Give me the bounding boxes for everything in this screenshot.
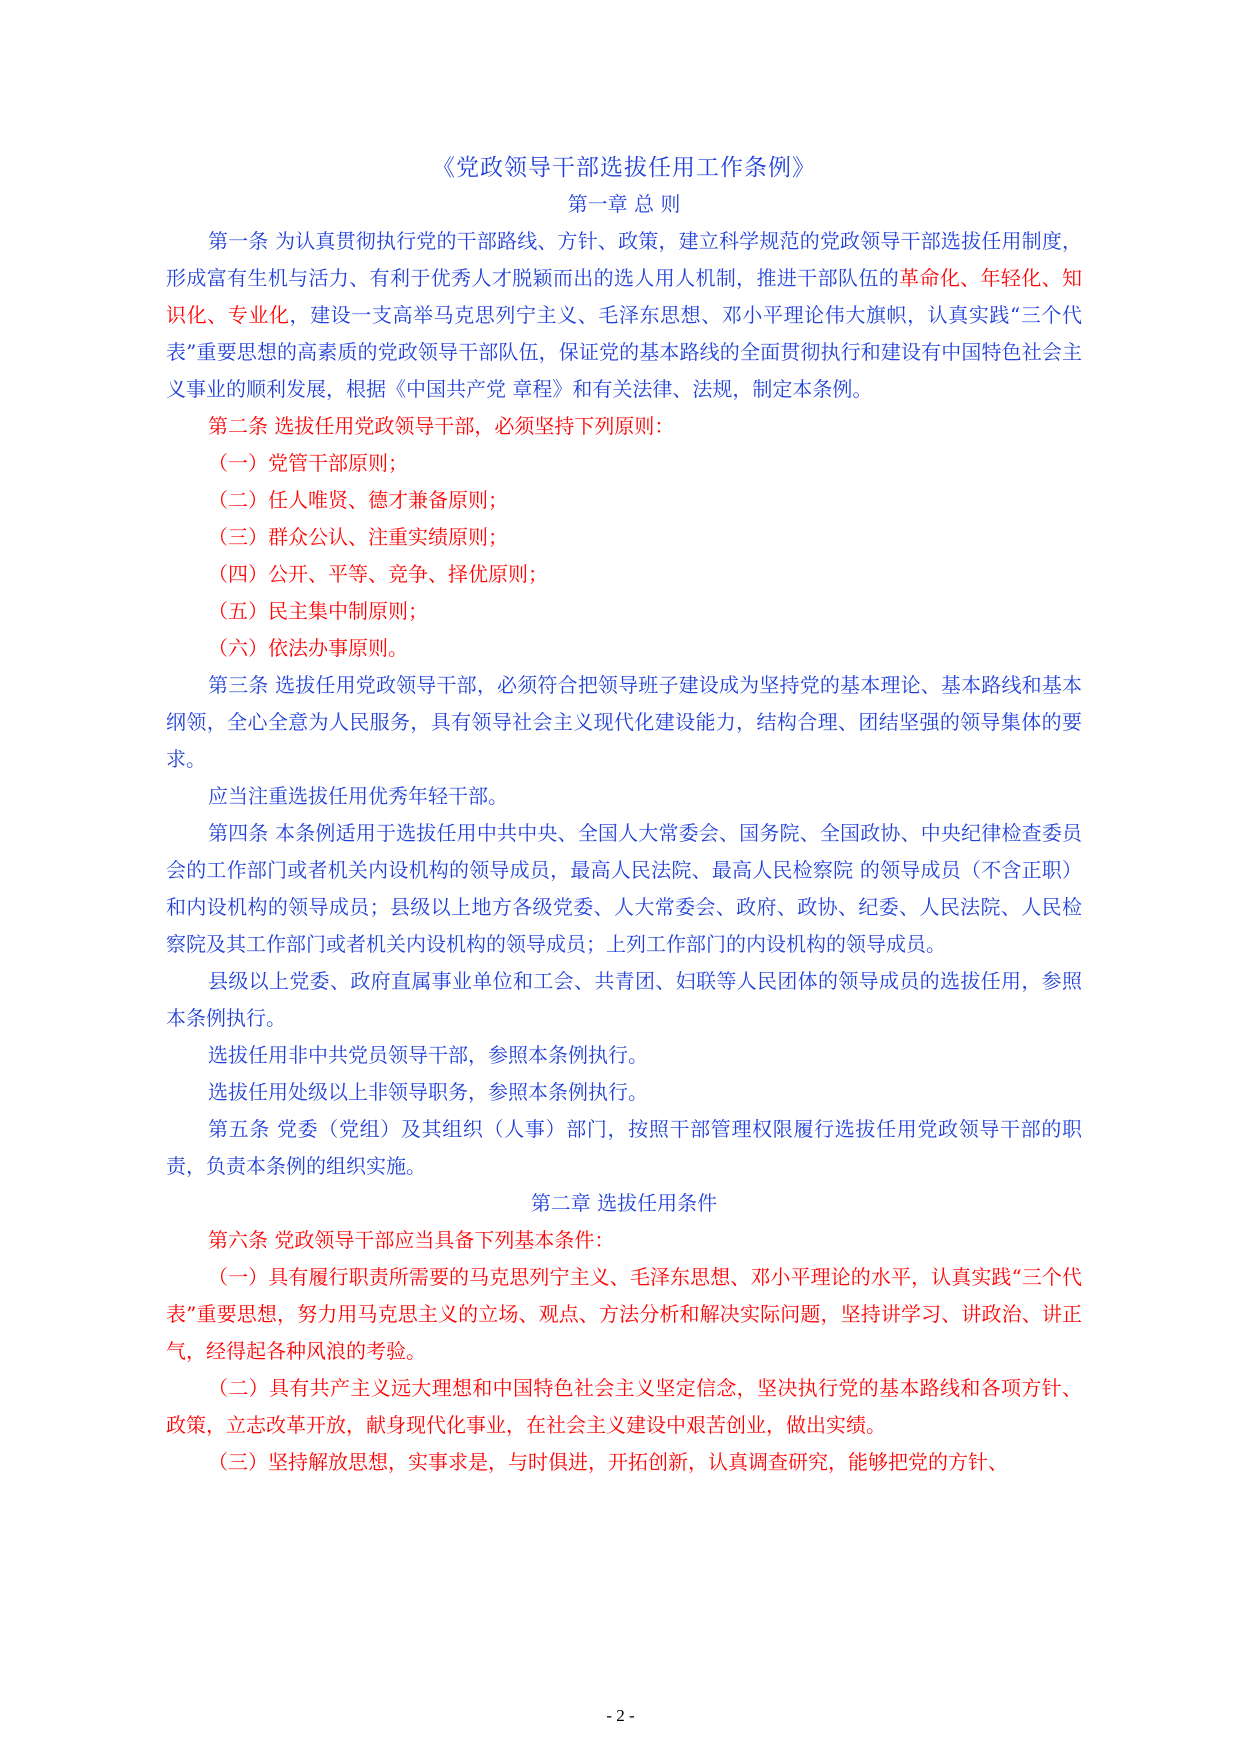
document-page xyxy=(166,150,1082,1481)
article-6: 第六条 党政领导干部应当具备下列基本条件： xyxy=(208,1228,615,1252)
principle-item: （五）民主集中制原则； xyxy=(208,599,428,623)
principle-item: （二）任人唯贤、德才兼备原则； xyxy=(208,488,508,512)
principle-item: （四）公开、平等、竞争、择优原则； xyxy=(208,562,548,586)
page-number: - 2 - xyxy=(606,1706,635,1725)
document-title: 《党政领导干部选拔任用工作条例》 xyxy=(432,155,816,181)
article-6-item-2: （二）具有共产主义远大理想和中国特色社会主义坚定信念，坚决执行党的基本路线和各项方针、政策，立志改革开放，献身现代化事业，在社会主义建设中艰苦创业，做出实绩。 xyxy=(166,1376,1082,1437)
principle-item: （三）群众公认、注重实绩原则； xyxy=(208,525,508,549)
article-2: 第二条 选拔任用党政领导干部，必须坚持下列原则： xyxy=(208,414,675,438)
article-3-note: 应当注重选拔任用优秀年轻干部。 xyxy=(208,784,508,808)
article-4: 第四条 本条例适用于选拔任用中共中央、全国人大常委会、国务院、全国政协、中央纪律检查委员会的工作部门或者机关内设机构的领导成员，最高人民法院、最高人民检察院 的领导成员（不含正职）和内设机构的领导成员；县级以上地方各级党委、人大常委会、政府、政协、纪委、人民法院、人民检察院及其工作部门或者机关内设机构的领导成员；上列工作部门的内设机构的领导成员。 xyxy=(166,821,1082,956)
article-3: 第三条 选拔任用党政领导干部，必须符合把领导班子建设成为坚持党的基本理论、基本路线和基本纲领，全心全意为人民服务，具有领导社会主义现代化建设能力，结构合理、团结坚强的领导集体的要求。 xyxy=(166,673,1082,771)
article-1-highlight: 革命化、年轻化、知识化、专业化 xyxy=(166,266,1083,327)
article-4-clause-d: 选拔任用处级以上非领导职务，参照本条例执行。 xyxy=(208,1080,648,1104)
article-1-text-a: 第一条 为认真贯彻执行党的干部路线、方针、政策，建立科学规范的党政领导干部选拔任用制度，形成富有生机与活力、有利于优秀人才脱颖而出的选人用人机制，推进干部队伍的 xyxy=(166,229,1082,290)
article-4-clause-c: 选拔任用非中共党员领导干部，参照本条例执行。 xyxy=(208,1043,648,1067)
principle-item: （六）依法办事原则。 xyxy=(208,636,408,660)
article-1 xyxy=(166,223,1082,408)
principle-item: （一）党管干部原则； xyxy=(208,451,408,475)
article-5: 第五条 党委（党组）及其组织（人事）部门，按照干部管理权限履行选拔任用党政领导干部的职责，负责本条例的组织实施。 xyxy=(166,1117,1082,1178)
chapter-2-heading: 第二章 选拔任用条件 xyxy=(530,1191,718,1215)
article-6-item-1: （一）具有履行职责所需要的马克思列宁主义、毛泽东思想、邓小平理论的水平，认真实践“三个代表”重要思想，努力用马克思主义的立场、观点、方法分析和解决实际问题，坚持讲学习、讲政治、讲正气，经得起各种风浪的考验。 xyxy=(166,1265,1082,1363)
article-4-clause-b: 县级以上党委、政府直属事业单位和工会、共青团、妇联等人民团体的领导成员的选拔任用，参照本条例执行。 xyxy=(166,969,1082,1030)
chapter-1-heading: 第一章 总 则 xyxy=(567,192,681,216)
article-1-text-b: ，建设一支高举马克思列宁主义、毛泽东思想、邓小平理论伟大旗帜，认真实践“三个代表”重要思想的高素质的党政领导干部队伍，保证党的基本路线的全面贯彻执行和建设有中国特色社会主义事业的顺利发展，根据《中国共产党 章程》和有关法律、法规，制定本条例。 xyxy=(166,303,1082,401)
article-6-item-3: （三）坚持解放思想，实事求是，与时俱进，开拓创新，认真调查研究，能够把党的方针、 xyxy=(208,1450,1008,1474)
